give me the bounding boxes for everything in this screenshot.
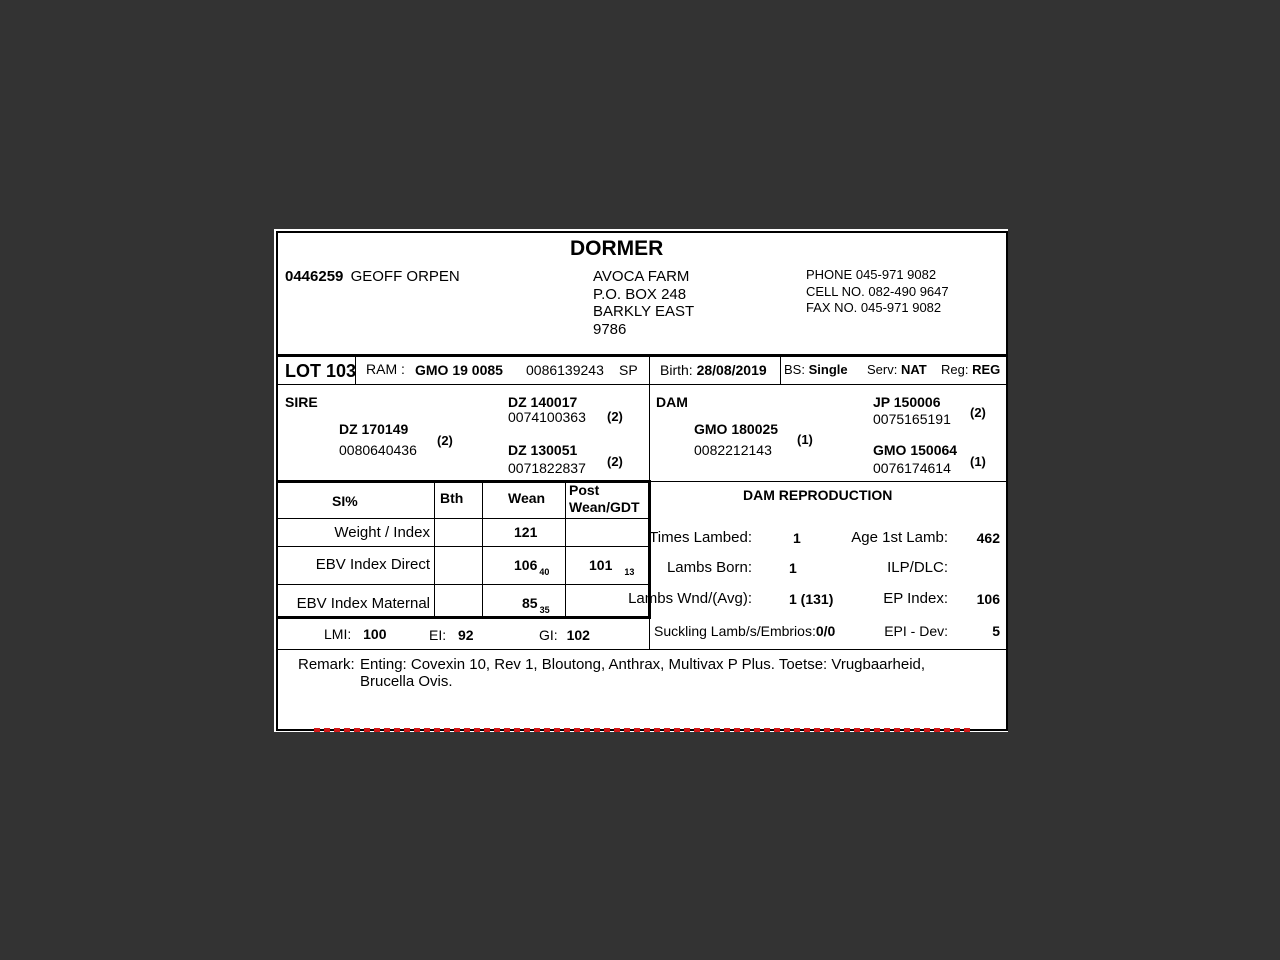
service-type xyxy=(867,362,927,377)
remark-line-2: Brucella Ovis. xyxy=(360,673,453,690)
remark-label: Remark: xyxy=(298,656,355,673)
cut-off-red-text xyxy=(314,728,974,732)
ram-label: RAM : xyxy=(366,361,405,377)
sire-label: SIRE xyxy=(285,394,318,410)
row-label: EBV Index Maternal xyxy=(296,595,430,612)
address-line: BARKLY EAST xyxy=(593,303,695,320)
birth-status xyxy=(784,362,848,377)
row-label: Weight / Index xyxy=(334,524,430,541)
breeder xyxy=(285,268,460,285)
age-first-lamb-label: Age 1st Lamb: xyxy=(851,529,948,546)
divider xyxy=(276,384,1006,385)
table-header-bth: Bth xyxy=(440,490,464,506)
address-line: P.O. BOX 248 xyxy=(593,285,687,303)
dam-sire-count: (2) xyxy=(970,405,986,420)
dam-dam-number: 0076174614 xyxy=(873,460,951,476)
dam-sire-number: 0075165191 xyxy=(873,411,951,427)
sire-dam-count: (2) xyxy=(607,454,623,469)
table-col-line xyxy=(434,483,435,616)
post-value: 101 xyxy=(589,557,613,573)
table-header-si: SI% xyxy=(332,493,358,509)
reg-label: Reg: xyxy=(941,362,969,377)
table-row-line xyxy=(276,546,648,547)
remark-line-1: Enting: Covexin 10, Rev 1, Bloutong, Anthrax, Multivax P Plus. Toetse: Vrugbaarheid, xyxy=(360,656,926,673)
row-label: EBV Index Direct xyxy=(315,556,430,573)
epi-dev-label: EPI - Dev: xyxy=(884,623,948,639)
wean-cell xyxy=(514,557,550,577)
ilp-dlc-label: ILP/DLC: xyxy=(887,559,948,576)
bs-value: Single xyxy=(808,362,848,377)
sire-sire-id: DZ 140017 xyxy=(508,394,578,410)
birth-date xyxy=(660,362,767,378)
post-cell xyxy=(589,557,635,577)
address-line: AVOCA FARM xyxy=(593,268,690,285)
address-line: 9786 xyxy=(593,320,627,338)
lmi-value: 100 xyxy=(363,626,387,642)
lambs-weaned-value: 1 (131) xyxy=(789,591,834,607)
gi-value: 102 xyxy=(566,627,590,643)
ep-index-value: 106 xyxy=(976,591,1000,607)
table-header-post: Post xyxy=(569,482,600,498)
divider xyxy=(780,356,781,384)
breeder-name: GEOFF ORPEN xyxy=(350,268,460,285)
sire-dam-id: DZ 130051 xyxy=(508,442,578,458)
serv-value: NAT xyxy=(900,362,927,377)
times-lambed-value: 1 xyxy=(793,530,801,546)
times-lambed-label: Times Lambed: xyxy=(649,529,752,546)
table-header-wean: Wean xyxy=(508,490,546,506)
ei-label: EI: xyxy=(429,627,447,643)
suckling-lambs xyxy=(654,623,835,639)
sire-id: DZ 170149 xyxy=(339,421,409,437)
suckling-label: Suckling Lamb/s/Embrios: xyxy=(654,623,816,639)
divider xyxy=(649,356,650,384)
farm-address xyxy=(593,268,694,338)
divider xyxy=(276,354,1006,357)
divider xyxy=(651,481,1006,482)
lot-number: LOT 103 xyxy=(285,361,357,381)
post-sub: 13 xyxy=(624,567,635,577)
fax-number: FAX NO. 045-971 9082 xyxy=(806,300,942,315)
divider xyxy=(649,385,650,481)
ram-id: GMO 19 0085 xyxy=(415,362,503,378)
wean-value: 106 xyxy=(514,557,538,573)
dam-dam-id: GMO 150064 xyxy=(873,442,958,458)
sire-sire-count: (2) xyxy=(607,409,623,424)
bs-label: BS: xyxy=(784,362,805,377)
lambs-weaned-label: Lambs Wnd/(Avg): xyxy=(628,590,752,607)
breeder-id: 0446259 xyxy=(285,268,344,285)
wean-sub: 35 xyxy=(539,605,550,615)
lmi xyxy=(324,626,386,642)
sire-sire-number: 0074100363 xyxy=(508,409,586,425)
reg-value: REG xyxy=(972,362,1001,377)
registration xyxy=(941,362,1000,377)
lmi-label: LMI: xyxy=(324,626,352,642)
birth-value: 28/08/2019 xyxy=(696,362,767,378)
dam-reproduction-title: DAM REPRODUCTION xyxy=(743,487,893,503)
wean-cell xyxy=(522,595,550,615)
divider xyxy=(276,649,1006,650)
dam-id: GMO 180025 xyxy=(694,421,779,437)
dam-count: (1) xyxy=(797,432,813,447)
cell-number: CELL NO. 082-490 9647 xyxy=(806,283,949,299)
phone-number: PHONE 045-971 9082 xyxy=(806,267,937,282)
table-col-line xyxy=(482,483,483,616)
table-border xyxy=(276,616,651,619)
table-header-wean-gdt: Wean/GDT xyxy=(569,499,640,515)
table-col-line xyxy=(565,483,566,616)
suckling-value: 0/0 xyxy=(815,623,836,639)
divider xyxy=(649,619,650,649)
ep-index-label: EP Index: xyxy=(883,590,948,607)
dam-dam-count: (1) xyxy=(970,454,986,469)
sire-number: 0080640436 xyxy=(339,442,417,458)
wean-sub: 40 xyxy=(539,567,550,577)
gi-label: GI: xyxy=(539,627,558,643)
dam-number: 0082212143 xyxy=(694,442,772,458)
breed-title: DORMER xyxy=(570,237,664,260)
dam-label: DAM xyxy=(656,394,688,410)
sire-count: (2) xyxy=(437,433,453,448)
serv-label: Serv: xyxy=(867,362,898,377)
ei xyxy=(429,627,474,643)
birth-label: Birth: xyxy=(660,362,693,378)
epi-dev-value: 5 xyxy=(992,623,1000,639)
contact-block xyxy=(806,267,949,317)
dam-sire-id: JP 150006 xyxy=(873,394,941,410)
sire-dam-number: 0071822837 xyxy=(508,460,586,476)
lambs-born-label: Lambs Born: xyxy=(666,559,752,576)
lambs-born-value: 1 xyxy=(789,560,797,576)
table-row-line xyxy=(276,518,648,519)
ram-suffix: SP xyxy=(619,362,638,378)
age-first-lamb-value: 462 xyxy=(976,530,1000,546)
ram-number: 0086139243 xyxy=(526,362,604,378)
wean-value: 121 xyxy=(514,524,538,540)
ei-value: 92 xyxy=(458,627,474,643)
wean-value: 85 xyxy=(522,595,538,611)
table-row-line xyxy=(276,584,648,585)
gi xyxy=(539,627,590,643)
lot-card xyxy=(274,229,1008,732)
